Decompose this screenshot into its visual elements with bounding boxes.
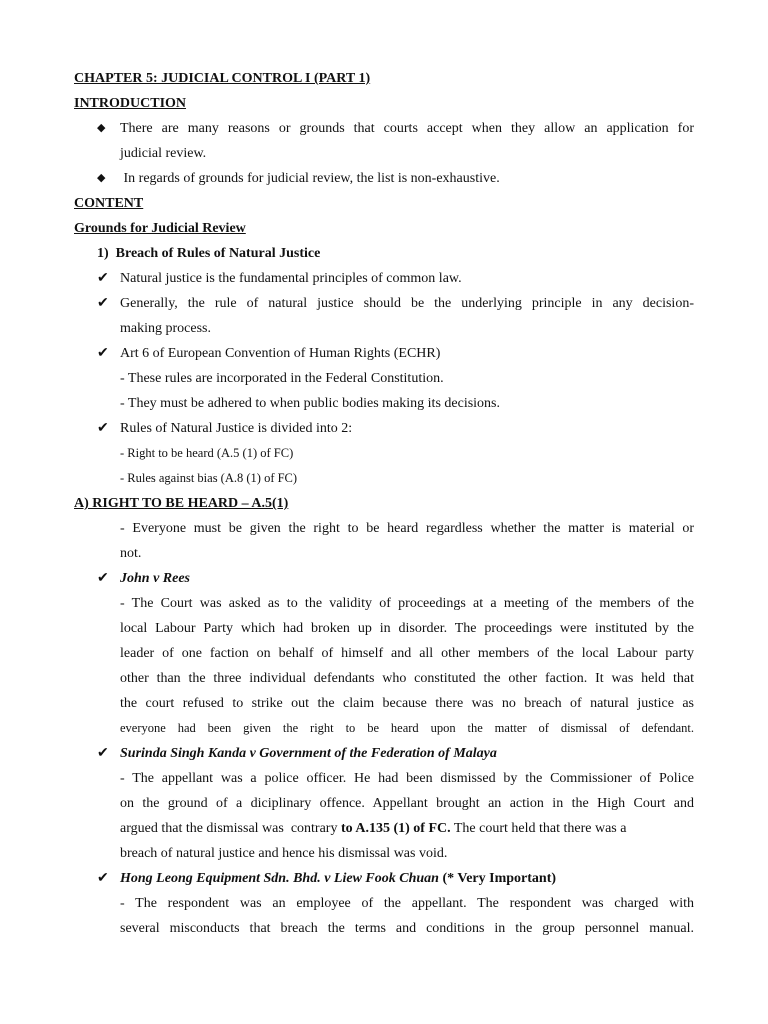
checkmark-icon: ✔ (97, 421, 109, 436)
paragraph-text: the court refused to strike out the claim because there was no breach of natural justice as (120, 696, 694, 711)
paragraph-line (0, 691, 768, 716)
paragraph-text (120, 816, 694, 841)
paragraph-line: not. (120, 546, 142, 561)
bullet-text: There are many reasons or grounds that courts accept when they allow an application for (120, 121, 694, 136)
bullet-text: Rules of Natural Justice is divided into 2: (120, 421, 353, 436)
introduction-heading: INTRODUCTION (74, 96, 187, 111)
paragraph-line (0, 816, 768, 841)
bullet-text: In regards of grounds for judicial review, the list is non-exhaustive. (120, 171, 500, 186)
document-page (0, 66, 768, 941)
list-item (0, 866, 768, 891)
grounds-subheading: Grounds for Judicial Review (74, 221, 246, 236)
paragraph-line (0, 916, 768, 941)
paragraph-text: - The respondent was an employee of the appellant. The respondent was charged with (120, 896, 694, 911)
paragraph-line (0, 591, 768, 616)
checkmark-icon: ✔ (97, 346, 109, 361)
paragraph-text: - The Court was asked as to the validity of proceedings at a meeting of the members of the (120, 596, 694, 611)
diamond-bullet-icon: ◆ (97, 172, 106, 184)
content-heading: CONTENT (74, 196, 144, 211)
paragraph-line: breach of natural justice and hence his dismissal was void. (120, 846, 448, 861)
paragraph-line (0, 716, 768, 741)
paragraph-text: - Everyone must be given the right to be heard regardless whether the matter is material or (120, 521, 694, 536)
case-name: Hong Leong Equipment Sdn. Bhd. v Liew Fook Chuan (120, 871, 439, 886)
bullet-text: Generally, the rule of natural justice should be the underlying principle in any decision- (120, 296, 694, 311)
right-to-be-heard-heading: A) RIGHT TO BE HEARD – A.5(1) (74, 496, 289, 511)
paragraph-fragment: The court held that there was a (450, 821, 627, 836)
sub-point: - These rules are incorporated in the Federal Constitution. (120, 371, 444, 386)
checkmark-icon: ✔ (97, 296, 109, 311)
list-item (0, 266, 768, 291)
paragraph-text: - The appellant was a police officer. He had been dismissed by the Commissioner of Police (120, 771, 694, 786)
list-item (0, 291, 768, 316)
paragraph-text: several misconducts that breach the terms and conditions in the group personnel manual. (120, 921, 694, 936)
list-item (0, 416, 768, 441)
checkmark-icon: ✔ (97, 746, 109, 761)
bullet-text: Art 6 of European Convention of Human Rights (ECHR) (120, 346, 441, 361)
paragraph-text: other than the three individual defendants who constituted the other faction. It was held that (120, 671, 694, 686)
paragraph-line (0, 516, 768, 541)
checkmark-icon: ✔ (97, 871, 109, 886)
case-heading (120, 866, 556, 891)
checkmark-icon: ✔ (97, 571, 109, 586)
list-item (0, 341, 768, 366)
bullet-text-continued: judicial review. (120, 146, 207, 161)
sub-point: - Right to be heard (A.5 (1) of FC) (120, 446, 294, 460)
list-item (0, 166, 768, 191)
list-item (0, 566, 768, 591)
list-item (0, 116, 768, 141)
paragraph-line (0, 766, 768, 791)
diamond-bullet-icon: ◆ (97, 122, 106, 134)
paragraph-line (0, 791, 768, 816)
case-name: Surinda Singh Kanda v Government of the Federation of Malaya (120, 746, 497, 761)
list-item (0, 741, 768, 766)
paragraph-line (0, 666, 768, 691)
paragraph-line (0, 616, 768, 641)
article-reference: to A.135 (1) of FC. (340, 821, 451, 836)
sub-point: - Rules against bias (A.8 (1) of FC) (120, 471, 298, 485)
sub-point: - They must be adhered to when public bodies making its decisions. (120, 396, 501, 411)
paragraph-text: local Labour Party which had broken up in disorder. The proceedings were instituted by the (120, 621, 694, 636)
paragraph-text: on the ground of a diciplinary offence. Appellant brought an action in the High Court and (120, 796, 694, 811)
paragraph-text: leader of one faction on behalf of himself and all other members of the local Labour party (120, 646, 694, 661)
section-title: 1) Breach of Rules of Natural Justice (97, 246, 321, 261)
paragraph-text: everyone had been given the right to be heard upon the matter of dismissal of defendant. (120, 721, 694, 735)
bullet-text-continued: making process. (120, 321, 211, 336)
chapter-title: CHAPTER 5: JUDICIAL CONTROL I (PART 1) (74, 71, 371, 86)
importance-note: (* Very Important) (438, 871, 557, 886)
paragraph-line (0, 891, 768, 916)
paragraph-line (0, 641, 768, 666)
paragraph-fragment: argued that the dismissal was contrary (120, 821, 341, 836)
case-name: John v Rees (120, 571, 190, 586)
bullet-text: Natural justice is the fundamental principles of common law. (120, 271, 462, 286)
checkmark-icon: ✔ (97, 271, 109, 286)
